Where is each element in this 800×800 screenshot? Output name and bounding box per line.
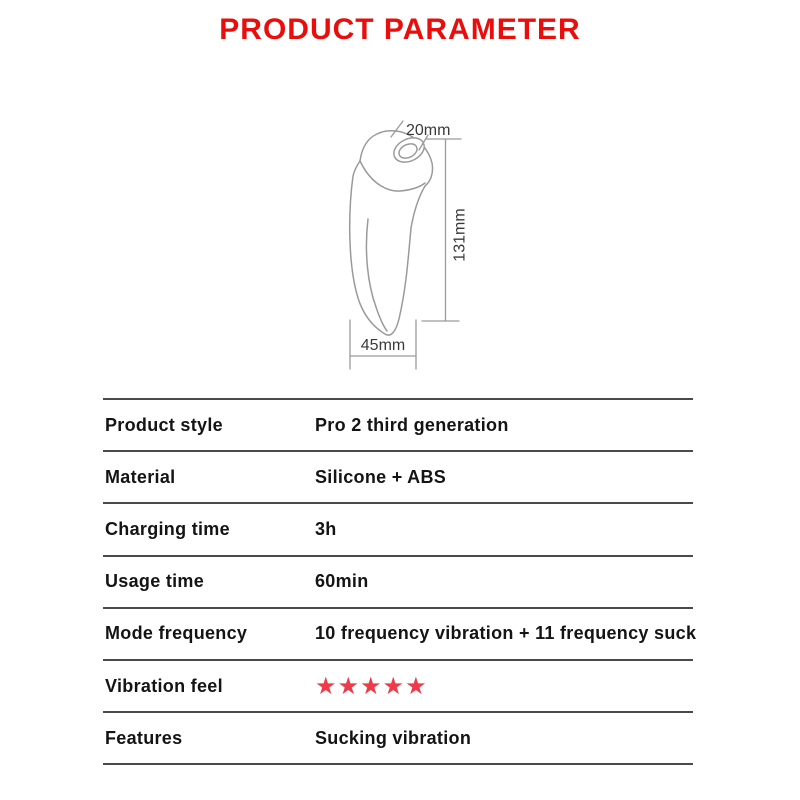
star-rating: ★★★★★: [315, 672, 428, 700]
spec-value: Sucking vibration: [315, 727, 472, 748]
table-row: [103, 607, 697, 659]
dimension-height-label: 131mm: [451, 208, 469, 262]
device-outline: [350, 131, 433, 335]
spec-label: Material: [105, 466, 176, 487]
page-title: PRODUCT PARAMETER: [219, 13, 581, 46]
spec-label: Product style: [105, 414, 223, 435]
spec-label: Usage time: [105, 571, 205, 592]
table-row: [103, 711, 693, 763]
spec-value: Silicone + ABS: [315, 466, 447, 487]
spec-value: Pro 2 third generation: [315, 414, 509, 435]
spec-value: 3h: [315, 518, 337, 539]
spec-label: Mode frequency: [105, 623, 248, 644]
table-row: [103, 450, 693, 502]
dimension-width-label: 45mm: [360, 337, 406, 354]
product-diagram: [318, 93, 498, 388]
spec-label: Features: [105, 727, 183, 748]
spec-label: Vibration feel: [105, 675, 223, 696]
spec-label: Charging time: [105, 518, 230, 539]
table-row: [103, 659, 693, 711]
spec-value: 60min: [315, 571, 369, 592]
table-row: [103, 398, 693, 450]
spec-table: [103, 398, 697, 765]
table-row: [103, 502, 693, 554]
table-row: [103, 555, 693, 607]
spec-value: 10 frequency vibration + 11 frequency suck: [315, 623, 697, 644]
dimension-opening-label: 20mm: [406, 122, 451, 139]
